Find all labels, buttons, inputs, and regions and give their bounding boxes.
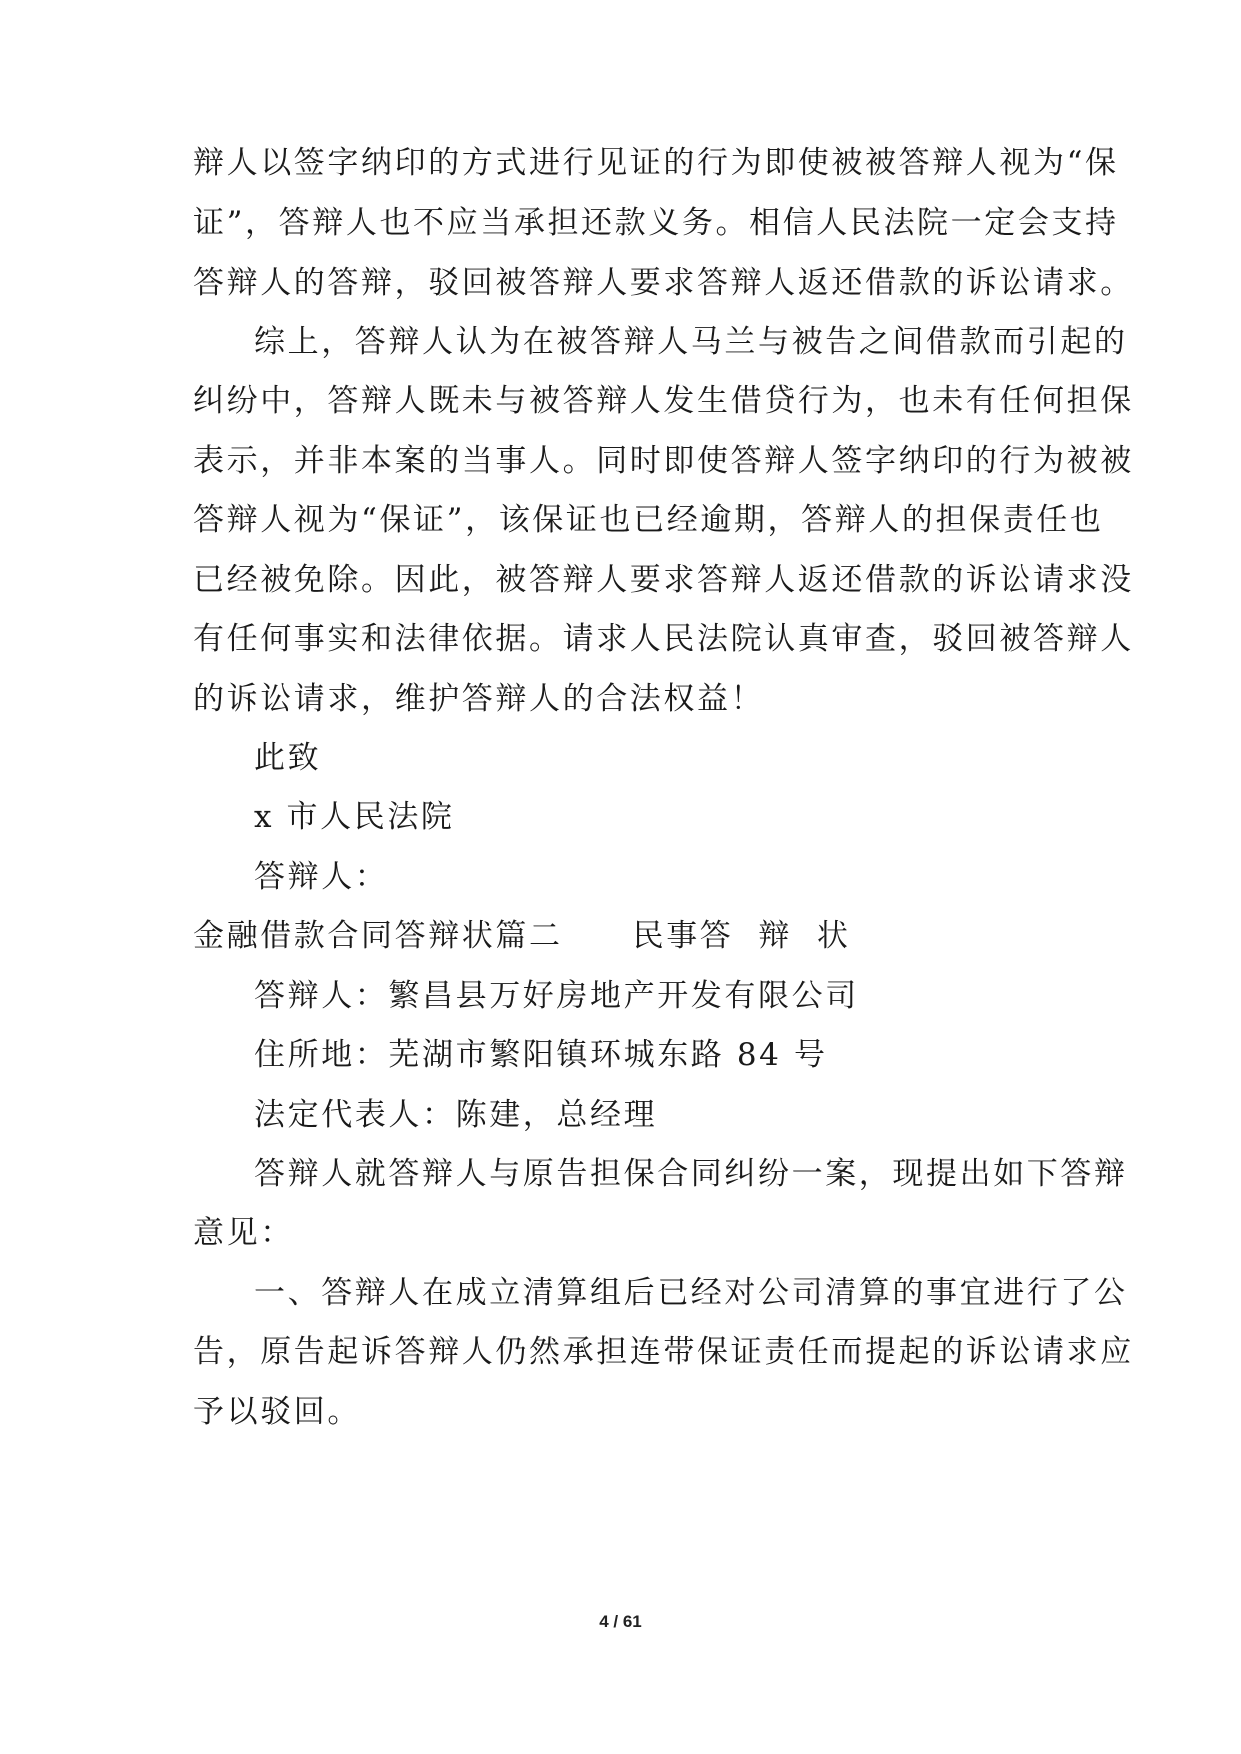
paragraph-line: 有任何事实和法律依据。请求人民法院认真审查，驳回被答辩人 <box>193 621 1134 657</box>
page-number: 4 / 61 <box>599 1612 642 1631</box>
paragraph-line: 答辩人视为“保证”，该保证也已经逾期，答辩人的担保责任也 <box>193 502 1104 538</box>
paragraph-line: 告，原告起诉答辩人仍然承担连带保证责任而提起的诉讼请求应 <box>193 1334 1134 1370</box>
section-title: 金融借款合同答辩状篇二 <box>193 918 563 954</box>
legal-representative-line: 法定代表人：陈建，总经理 <box>254 1097 658 1133</box>
paragraph-line: 表示，并非本案的当事人。同时即使答辩人签字纳印的行为被被 <box>193 443 1134 479</box>
signature-label: 答辩人： <box>254 859 389 895</box>
paragraph-line: 证”，答辩人也不应当承担还款义务。相信人民法院一定会支持 <box>193 205 1119 241</box>
paragraph-line: 已经被免除。因此，被答辩人要求答辩人返还借款的诉讼请求没 <box>193 562 1134 598</box>
section-heading <box>193 916 1073 956</box>
paragraph-line: 综上，答辩人认为在被答辩人马兰与被告之间借款而引起的 <box>254 324 1128 360</box>
addressee: x 市人民法院 <box>254 799 455 835</box>
paragraph-line: 辩人以签字纳印的方式进行见证的行为即使被被答辩人视为“保 <box>193 145 1119 181</box>
respondent-line: 答辩人：繁昌县万好房地产开发有限公司 <box>254 978 859 1014</box>
paragraph-line: 的诉讼请求，维护答辩人的合法权益！ <box>193 681 765 717</box>
paragraph-line: 意见： <box>193 1215 294 1251</box>
paragraph-line: 一、答辩人在成立清算组后已经对公司清算的事宜进行了公 <box>254 1275 1128 1311</box>
paragraph-line: 答辩人就答辩人与原告担保合同纠纷一案，现提出如下答辩 <box>254 1156 1128 1192</box>
address-line: 住所地：芜湖市繁阳镇环城东路 84 号 <box>254 1037 828 1073</box>
salutation: 此致 <box>254 740 322 776</box>
document-type-title: 民事答 辩 状 <box>632 918 851 954</box>
paragraph-line: 答辩人的答辩，驳回被答辩人要求答辩人返还借款的诉讼请求。 <box>193 265 1134 301</box>
paragraph-line: 纠纷中，答辩人既未与被答辩人发生借贷行为，也未有任何担保 <box>193 383 1134 419</box>
paragraph-line: 予以驳回。 <box>193 1394 361 1430</box>
